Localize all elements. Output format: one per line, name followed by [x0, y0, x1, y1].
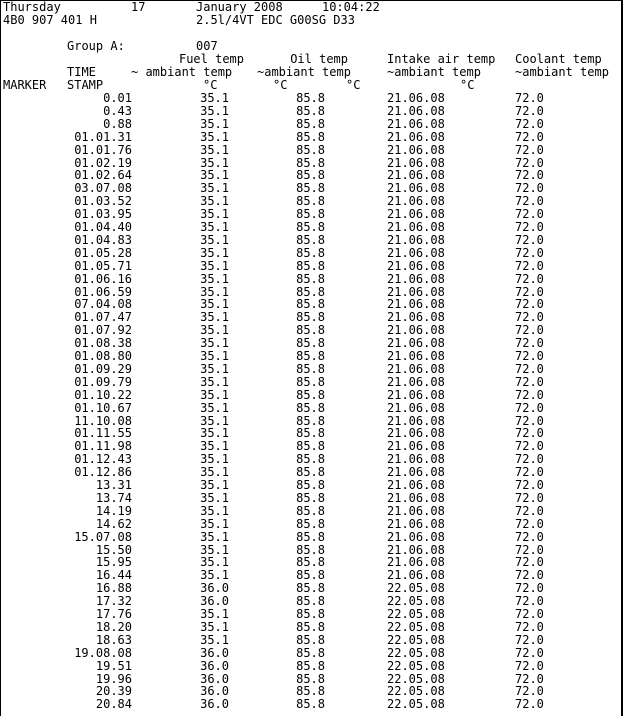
coolant-temp-cell: 72.0 — [515, 310, 544, 325]
oil-temp-cell: 85.8 — [296, 645, 325, 660]
intake-temp-cell: 22.05.08 — [387, 594, 445, 609]
time-stamp-cell: 01.03.52 — [74, 194, 132, 209]
oil-temp-cell: 85.8 — [296, 361, 325, 376]
time-stamp-cell: 19.96 — [95, 671, 132, 686]
time-stamp-cell: 0.01 — [103, 91, 132, 105]
intake-temp-cell: 21.06.08 — [387, 232, 445, 247]
fuel-temp-cell: 35.1 — [200, 91, 229, 105]
coolant-temp-cell: 72.0 — [515, 91, 544, 105]
intake-temp-cell: 22.05.08 — [387, 671, 445, 686]
fuel-temp-cell: 35.1 — [200, 516, 229, 531]
oil-temp-cell: 85.8 — [296, 232, 325, 247]
time-stamp-cell: 01.02.64 — [74, 168, 132, 183]
time-stamp-cell: 01.04.83 — [74, 232, 132, 247]
fuel-temp-cell: 35.1 — [200, 103, 229, 118]
coolant-temp-cell: 72.0 — [515, 142, 544, 157]
oil-temp-cell: 85.8 — [296, 181, 325, 196]
coolant-temp-cell: 72.0 — [515, 645, 544, 660]
time-stamp-cell: 01.07.92 — [74, 323, 132, 338]
coolant-temp-cell: 72.0 — [515, 619, 544, 634]
time-stamp-cell: 01.08.38 — [74, 336, 132, 351]
time-stamp-cell: 19.08.08 — [74, 645, 132, 660]
coolant-temp-cell: 72.0 — [515, 323, 544, 338]
intake-temp-cell: 21.06.08 — [387, 542, 445, 557]
time-stamp-cell: 16.44 — [95, 568, 132, 583]
time-stamp-cell: 01.11.98 — [74, 439, 132, 454]
fuel-temp-cell: 36.0 — [200, 594, 229, 609]
coolant-temp-cell: 72.0 — [515, 671, 544, 686]
oil-temp-cell: 85.8 — [296, 194, 325, 209]
time-stamp-cell: 01.01.76 — [74, 142, 132, 157]
coolant-temp-cell: 72.0 — [515, 697, 544, 712]
time-stamp-cell: 15.50 — [95, 542, 132, 557]
fuel-temp-cell: 35.1 — [200, 181, 229, 196]
time-stamp-cell: 01.05.28 — [74, 245, 132, 260]
intake-temp-cell: 21.06.08 — [387, 374, 445, 389]
intake-temp-cell: 21.06.08 — [387, 336, 445, 351]
fuel-temp-cell: 35.1 — [200, 323, 229, 338]
intake-temp-cell: 21.06.08 — [387, 452, 445, 467]
intake-temp-cell: 22.05.08 — [387, 619, 445, 634]
fuel-temp-cell: 35.1 — [200, 258, 229, 273]
time-stamp-cell: 07.04.08 — [74, 297, 132, 312]
oil-temp-cell: 85.8 — [296, 426, 325, 441]
fuel-temp-cell: 35.1 — [200, 503, 229, 518]
intake-temp-cell: 21.06.08 — [387, 529, 445, 544]
intake-temp-cell: 21.06.08 — [387, 116, 445, 131]
time-stamp-cell: 01.07.47 — [74, 310, 132, 325]
coolant-temp-cell: 72.0 — [515, 194, 544, 209]
intake-temp-cell: 21.06.08 — [387, 555, 445, 570]
intake-temp-cell: 21.06.08 — [387, 168, 445, 183]
time-stamp-cell: 11.10.08 — [74, 413, 132, 428]
coolant-temp-cell: 72.0 — [515, 413, 544, 428]
intake-temp-cell: 21.06.08 — [387, 207, 445, 222]
time-header-line1: TIME — [67, 65, 96, 79]
fuel-temp-cell: 35.1 — [200, 349, 229, 363]
coolant-temp-cell: 72.0 — [515, 529, 544, 544]
fuel-header-line1: Fuel temp — [178, 52, 244, 66]
coolant-temp-cell: 72.0 — [515, 632, 544, 647]
intake-temp-cell: 22.05.08 — [387, 632, 445, 647]
oil-temp-cell: 85.8 — [296, 310, 325, 325]
fuel-temp-cell: 35.1 — [200, 465, 229, 480]
header-time: 10:04:22 — [322, 0, 380, 14]
fuel-temp-cell: 35.1 — [200, 607, 229, 621]
oil-temp-cell: 85.8 — [296, 658, 325, 673]
oil-temp-cell: 85.8 — [296, 452, 325, 467]
intake-temp-cell: 21.06.08 — [387, 91, 445, 105]
oil-temp-cell: 85.8 — [296, 284, 325, 299]
coolant-temp-cell: 72.0 — [515, 607, 544, 621]
coolant-temp-cell: 72.0 — [515, 232, 544, 247]
fuel-temp-cell: 35.1 — [200, 194, 229, 209]
intake-temp-cell: 21.06.08 — [387, 155, 445, 170]
oil-temp-cell: 85.8 — [296, 142, 325, 157]
oil-header-line1: Oil temp — [290, 52, 348, 66]
oil-temp-cell: 85.8 — [296, 568, 325, 583]
fuel-temp-cell: 35.1 — [200, 387, 229, 402]
oil-temp-cell: 85.8 — [296, 684, 325, 699]
header-day: Thursday — [3, 0, 61, 14]
time-stamp-cell: 15.07.08 — [74, 529, 132, 544]
intake-temp-cell: 21.06.08 — [387, 478, 445, 492]
intake-temp-cell: 22.05.08 — [387, 697, 445, 712]
time-stamp-cell: 0.88 — [103, 116, 132, 131]
oil-temp-cell: 85.8 — [296, 323, 325, 338]
time-stamp-cell: 14.62 — [95, 516, 132, 531]
time-stamp-cell: 14.19 — [95, 503, 132, 518]
intake-temp-cell: 22.05.08 — [387, 607, 445, 621]
coolant-temp-cell: 72.0 — [515, 181, 544, 196]
coolant-temp-cell: 72.0 — [515, 503, 544, 518]
fuel-temp-cell: 36.0 — [200, 581, 229, 596]
intake-temp-cell: 21.06.08 — [387, 284, 445, 299]
intake-header-line2: ~ambiant temp — [387, 65, 481, 79]
coolant-temp-cell: 72.0 — [515, 297, 544, 312]
coolant-temp-cell: 72.0 — [515, 336, 544, 351]
time-stamp-cell: 13.31 — [95, 478, 132, 492]
intake-temp-cell: 21.06.08 — [387, 181, 445, 196]
time-stamp-cell: 01.06.16 — [74, 271, 132, 286]
time-stamp-cell: 20.84 — [95, 697, 132, 712]
intake-temp-cell: 22.05.08 — [387, 645, 445, 660]
coolant-temp-cell: 72.0 — [515, 374, 544, 389]
oil-unit-b: °C — [346, 78, 361, 92]
fuel-temp-cell: 35.1 — [200, 116, 229, 131]
oil-temp-cell: 85.8 — [296, 129, 325, 144]
coolant-temp-cell: 72.0 — [515, 387, 544, 402]
time-stamp-cell: 01.09.79 — [74, 374, 132, 389]
time-stamp-cell: 01.12.86 — [74, 465, 132, 480]
fuel-temp-cell: 35.1 — [200, 245, 229, 260]
coolant-temp-cell: 72.0 — [515, 284, 544, 299]
intake-temp-cell: 21.06.08 — [387, 245, 445, 260]
coolant-temp-cell: 72.0 — [515, 594, 544, 609]
time-stamp-cell: 01.06.59 — [74, 284, 132, 299]
fuel-temp-cell: 35.1 — [200, 426, 229, 441]
time-stamp-cell: 17.32 — [95, 594, 132, 609]
coolant-temp-cell: 72.0 — [515, 581, 544, 596]
oil-temp-cell: 85.8 — [296, 91, 325, 105]
intake-temp-cell: 21.06.08 — [387, 361, 445, 376]
fuel-temp-cell: 35.1 — [200, 452, 229, 467]
coolant-temp-cell: 72.0 — [515, 542, 544, 557]
header-engine-description: 2.5l/4VT EDC G00SG D33 — [196, 13, 355, 27]
intake-temp-cell: 21.06.08 — [387, 503, 445, 518]
intake-temp-cell: 21.06.08 — [387, 568, 445, 583]
time-stamp-cell: 01.05.71 — [74, 258, 132, 273]
time-header-line2: STAMP — [67, 78, 104, 92]
intake-temp-cell: 22.05.08 — [387, 658, 445, 673]
oil-temp-cell: 85.8 — [296, 258, 325, 273]
fuel-temp-cell: 35.1 — [200, 220, 229, 234]
oil-temp-cell: 85.8 — [296, 155, 325, 170]
intake-temp-cell: 21.06.08 — [387, 426, 445, 441]
fuel-temp-cell: 36.0 — [200, 645, 229, 660]
fuel-temp-cell: 35.1 — [200, 168, 229, 183]
fuel-temp-cell: 35.1 — [200, 310, 229, 325]
time-stamp-cell: 01.12.43 — [74, 452, 132, 467]
oil-temp-cell: 85.8 — [296, 555, 325, 570]
time-stamp-cell: 01.10.22 — [74, 387, 132, 402]
coolant-temp-cell: 72.0 — [515, 400, 544, 415]
oil-temp-cell: 85.8 — [296, 374, 325, 389]
oil-temp-cell: 85.8 — [296, 207, 325, 222]
header-part-number: 4B0 907 401 H — [3, 13, 97, 27]
intake-temp-cell: 21.06.08 — [387, 439, 445, 454]
oil-temp-cell: 85.8 — [296, 697, 325, 712]
time-stamp-cell: 18.63 — [95, 632, 132, 647]
intake-temp-cell: 21.06.08 — [387, 310, 445, 325]
coolant-temp-cell: 72.0 — [515, 478, 544, 492]
time-stamp-cell: 18.20 — [95, 619, 132, 634]
fuel-temp-cell: 36.0 — [200, 684, 229, 699]
oil-temp-cell: 85.8 — [296, 607, 325, 621]
group-value: 007 — [196, 39, 218, 53]
time-stamp-cell: 01.03.95 — [74, 207, 132, 222]
coolant-temp-cell: 72.0 — [515, 258, 544, 273]
time-stamp-cell: 01.09.29 — [74, 361, 132, 376]
fuel-temp-cell: 35.1 — [200, 439, 229, 454]
oil-temp-cell: 85.8 — [296, 387, 325, 402]
oil-temp-cell: 85.8 — [296, 336, 325, 351]
fuel-temp-cell: 35.1 — [200, 568, 229, 583]
coolant-temp-cell: 72.0 — [515, 220, 544, 234]
coolant-temp-cell: 72.0 — [515, 658, 544, 673]
coolant-temp-cell: 72.0 — [515, 207, 544, 222]
coolant-temp-cell: 72.0 — [515, 684, 544, 699]
marker-header: MARKER — [3, 78, 47, 92]
fuel-unit: °C — [203, 78, 218, 92]
fuel-temp-cell: 36.0 — [200, 658, 229, 673]
oil-temp-cell: 85.8 — [296, 478, 325, 492]
fuel-header-line2: ~ ambiant temp — [131, 65, 233, 79]
intake-temp-cell: 21.06.08 — [387, 129, 445, 144]
time-stamp-cell: 01.08.80 — [74, 349, 132, 363]
coolant-header-line2: ~ambiant temp — [515, 65, 609, 79]
oil-header-line2: ~ambiant temp — [257, 65, 351, 79]
oil-temp-cell: 85.8 — [296, 413, 325, 428]
fuel-temp-cell: 35.1 — [200, 413, 229, 428]
coolant-temp-cell: 72.0 — [515, 426, 544, 441]
intake-temp-cell: 21.06.08 — [387, 516, 445, 531]
fuel-temp-cell: 35.1 — [200, 619, 229, 634]
intake-header-line1: Intake air temp — [387, 52, 496, 66]
oil-temp-cell: 85.8 — [296, 516, 325, 531]
fuel-temp-cell: 35.1 — [200, 207, 229, 222]
fuel-temp-cell: 35.1 — [200, 155, 229, 170]
time-stamp-cell: 15.95 — [95, 555, 132, 570]
intake-temp-cell: 21.06.08 — [387, 413, 445, 428]
fuel-temp-cell: 35.1 — [200, 374, 229, 389]
coolant-temp-cell: 72.0 — [515, 465, 544, 480]
coolant-temp-cell: 72.0 — [515, 439, 544, 454]
coolant-temp-cell: 72.0 — [515, 271, 544, 286]
oil-temp-cell: 85.8 — [296, 271, 325, 286]
fuel-temp-cell: 35.1 — [200, 555, 229, 570]
intake-temp-cell: 21.06.08 — [387, 349, 445, 363]
intake-temp-cell: 22.05.08 — [387, 581, 445, 596]
oil-temp-cell: 85.8 — [296, 349, 325, 363]
intake-temp-cell: 21.06.08 — [387, 400, 445, 415]
oil-temp-cell: 85.8 — [296, 529, 325, 544]
oil-temp-cell: 85.8 — [296, 400, 325, 415]
time-stamp-cell: 16.88 — [95, 581, 132, 596]
time-stamp-cell: 17.76 — [95, 607, 132, 621]
intake-temp-cell: 21.06.08 — [387, 490, 445, 505]
oil-temp-cell: 85.8 — [296, 619, 325, 634]
oil-temp-cell: 85.8 — [296, 103, 325, 118]
oil-temp-cell: 85.8 — [296, 542, 325, 557]
fuel-temp-cell: 35.1 — [200, 336, 229, 351]
time-stamp-cell: 20.39 — [95, 684, 132, 699]
fuel-temp-cell: 36.0 — [200, 671, 229, 686]
intake-temp-cell: 21.06.08 — [387, 103, 445, 118]
coolant-temp-cell: 72.0 — [515, 361, 544, 376]
coolant-temp-cell: 72.0 — [515, 155, 544, 170]
fuel-temp-cell: 35.1 — [200, 361, 229, 376]
intake-temp-cell: 21.06.08 — [387, 297, 445, 312]
coolant-temp-cell: 72.0 — [515, 568, 544, 583]
intake-temp-cell: 21.06.08 — [387, 387, 445, 402]
oil-temp-cell: 85.8 — [296, 220, 325, 234]
intake-temp-cell: 21.06.08 — [387, 465, 445, 480]
oil-temp-cell: 85.8 — [296, 581, 325, 596]
intake-temp-cell: 21.06.08 — [387, 258, 445, 273]
group-label: Group A: — [67, 39, 125, 53]
coolant-temp-cell: 72.0 — [515, 129, 544, 144]
fuel-temp-cell: 35.1 — [200, 284, 229, 299]
intake-temp-cell: 21.06.08 — [387, 271, 445, 286]
oil-temp-cell: 85.8 — [296, 594, 325, 609]
coolant-temp-cell: 72.0 — [515, 452, 544, 467]
coolant-temp-cell: 72.0 — [515, 516, 544, 531]
time-stamp-cell: 01.01.31 — [74, 129, 132, 144]
coolant-temp-cell: 72.0 — [515, 116, 544, 131]
time-stamp-cell: 01.10.67 — [74, 400, 132, 415]
fuel-temp-cell: 35.1 — [200, 478, 229, 492]
oil-temp-cell: 85.8 — [296, 465, 325, 480]
fuel-temp-cell: 35.1 — [200, 632, 229, 647]
oil-temp-cell: 85.8 — [296, 439, 325, 454]
fuel-temp-cell: 35.1 — [200, 271, 229, 286]
fuel-temp-cell: 35.1 — [200, 142, 229, 157]
fuel-temp-cell: 35.1 — [200, 490, 229, 505]
header-date-number: 17 — [131, 0, 146, 14]
fuel-temp-cell: 35.1 — [200, 297, 229, 312]
coolant-temp-cell: 72.0 — [515, 555, 544, 570]
intake-temp-cell: 21.06.08 — [387, 220, 445, 234]
time-stamp-cell: 01.04.40 — [74, 220, 132, 234]
fuel-temp-cell: 35.1 — [200, 542, 229, 557]
oil-temp-cell: 85.8 — [296, 116, 325, 131]
time-stamp-cell: 01.02.19 — [74, 155, 132, 170]
oil-unit-a: °C — [273, 78, 288, 92]
oil-temp-cell: 85.8 — [296, 671, 325, 686]
oil-temp-cell: 85.8 — [296, 245, 325, 260]
fuel-temp-cell: 35.1 — [200, 232, 229, 247]
intake-temp-cell: 21.06.08 — [387, 323, 445, 338]
coolant-temp-cell: 72.0 — [515, 349, 544, 363]
time-stamp-cell: 13.74 — [95, 490, 132, 505]
time-stamp-cell: 01.11.55 — [74, 426, 132, 441]
coolant-header-line1: Coolant temp — [515, 52, 602, 66]
header-month-year: January 2008 — [196, 0, 283, 14]
coolant-temp-cell: 72.0 — [515, 490, 544, 505]
time-stamp-cell: 03.07.08 — [74, 181, 132, 196]
intake-temp-cell: 22.05.08 — [387, 684, 445, 699]
intake-temp-cell: 21.06.08 — [387, 194, 445, 209]
coolant-temp-cell: 72.0 — [515, 168, 544, 183]
oil-temp-cell: 85.8 — [296, 168, 325, 183]
oil-temp-cell: 85.8 — [296, 632, 325, 647]
fuel-temp-cell: 36.0 — [200, 697, 229, 712]
fuel-temp-cell: 35.1 — [200, 129, 229, 144]
intake-temp-cell: 21.06.08 — [387, 142, 445, 157]
coolant-temp-cell: 72.0 — [515, 245, 544, 260]
oil-temp-cell: 85.8 — [296, 503, 325, 518]
time-stamp-cell: 19.51 — [95, 658, 132, 673]
time-stamp-cell: 0.43 — [103, 103, 132, 118]
intake-unit: °C — [460, 78, 475, 92]
oil-temp-cell: 85.8 — [296, 297, 325, 312]
fuel-temp-cell: 35.1 — [200, 529, 229, 544]
fuel-temp-cell: 35.1 — [200, 400, 229, 415]
coolant-temp-cell: 72.0 — [515, 103, 544, 118]
oil-temp-cell: 85.8 — [296, 490, 325, 505]
